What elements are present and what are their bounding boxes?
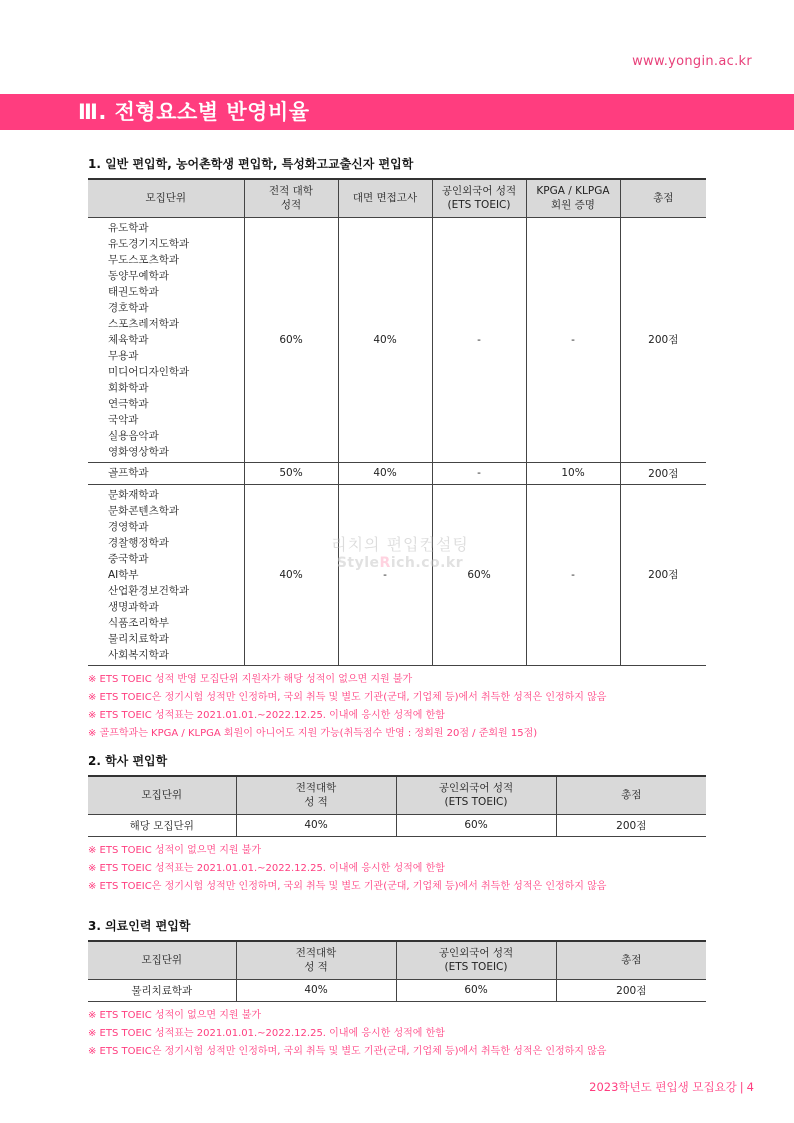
watermark-line1: 리치의 편입컨설팅 <box>331 535 469 554</box>
unit-item: 산업환경보건학과 <box>108 584 190 597</box>
footer-text: 2023학년도 편입생 모집요강 <box>589 1080 737 1094</box>
cell-total: 200점 <box>620 484 706 665</box>
cell-prev-grade: 40% <box>236 979 396 1001</box>
col-header-unit <box>88 179 244 217</box>
unit-item: 실용음악과 <box>108 429 159 442</box>
col-header-toeic <box>432 179 526 217</box>
cell-unit: 물리치료학과 <box>88 979 236 1001</box>
cell-total: 200점 <box>556 814 706 836</box>
unit-item: 무도스포츠학과 <box>108 253 180 266</box>
unit-item: 식품조리학부 <box>108 616 169 629</box>
unit-item: 태권도학과 <box>108 285 159 298</box>
unit-item: 경찰행정학과 <box>108 536 169 549</box>
unit-item: 생명과학과 <box>108 600 159 613</box>
unit-item: 체육학과 <box>108 333 149 346</box>
header-text: 공인외국어 성적 (ETS TOEIC) <box>438 782 514 809</box>
unit-item: 미디어디자인학과 <box>108 365 190 378</box>
notes-medical <box>88 1007 706 1061</box>
cell-total: 200점 <box>620 462 706 484</box>
note-item: ※ 골프학과는 KPGA / KLPGA 회원이 아니어도 지원 가능(취득점수 반영 : 정회원 20점 / 준회원 15점) <box>88 727 538 739</box>
unit-item: 회화학과 <box>108 381 149 394</box>
header-text: 대면 면접고사 <box>352 192 418 205</box>
table-row <box>88 217 706 462</box>
header-text: 공인외국어 성적 (ETS TOEIC) <box>438 947 514 974</box>
header-text: 공인외국어 성적 (ETS TOEIC) <box>441 185 517 212</box>
watermark-part: R <box>379 555 391 571</box>
unit-item: 경호학과 <box>108 301 149 314</box>
site-url[interactable]: www.yongin.ac.kr <box>632 54 752 69</box>
col-header-kpga <box>526 179 620 217</box>
col-header-prev-grade <box>236 941 396 979</box>
page-footer <box>589 1079 754 1095</box>
col-header-interview <box>338 179 432 217</box>
note-item: ※ ETS TOEIC은 정기시험 성적만 인정하며, 국외 취득 및 별도 기관(군대, 기업체 등)에서 취득한 성적은 인정하지 않음 <box>88 1045 607 1057</box>
col-header-total <box>620 179 706 217</box>
unit-item: AI학부 <box>108 568 139 581</box>
ratio-table-bachelor <box>88 775 706 837</box>
note-item: ※ ETS TOEIC은 정기시험 성적만 인정하며, 국외 취득 및 별도 기관(군대, 기업체 등)에서 취득한 성적은 인정하지 않음 <box>88 691 607 703</box>
unit-list <box>88 484 244 665</box>
header-text: 총점 <box>621 789 642 802</box>
unit-item: 문화콘텐츠학과 <box>108 504 180 517</box>
table-row <box>88 484 706 665</box>
header-text: 모집단위 <box>141 789 183 802</box>
unit-item: 중국학과 <box>108 552 149 565</box>
cell-toeic: - <box>432 217 526 462</box>
ratio-table-general <box>88 178 706 666</box>
section-title: 1. 일반 편입학, 농어촌학생 편입학, 특성화고교출신자 편입학 <box>88 157 414 171</box>
note-item: ※ ETS TOEIC 성적표는 2021.01.01.~2022.12.25. 이내에 응시한 성적에 한함 <box>88 862 445 874</box>
col-header-prev-grade <box>236 776 396 814</box>
footer-separator: | <box>739 1080 744 1094</box>
cell-total: 200점 <box>556 979 706 1001</box>
page-title: Ⅲ. 전형요소별 반영비율 <box>78 100 310 124</box>
unit-item: 연극학과 <box>108 397 149 410</box>
unit-item: 유도학과 <box>108 221 149 234</box>
watermark-part: ich.co.kr <box>390 555 464 571</box>
header-text: 모집단위 <box>145 192 187 205</box>
note-item: ※ ETS TOEIC 성적이 없으면 지원 불가 <box>88 844 262 856</box>
unit-item: 무용과 <box>108 349 139 362</box>
cell-toeic: 60% <box>432 484 526 665</box>
col-header-unit <box>88 941 236 979</box>
unit-item: 골프학과 <box>108 467 149 479</box>
unit-list <box>88 462 244 484</box>
unit-item: 사회복지학과 <box>108 648 169 661</box>
note-item: ※ ETS TOEIC 성적표는 2021.01.01.~2022.12.25. 이내에 응시한 성적에 한함 <box>88 709 445 721</box>
cell-interview: 40% <box>338 462 432 484</box>
cell-toeic: 60% <box>396 979 556 1001</box>
header-text: 모집단위 <box>141 954 183 967</box>
table-row <box>88 814 706 836</box>
cell-prev-grade: 40% <box>244 484 338 665</box>
table-row <box>88 462 706 484</box>
cell-unit: 해당 모집단위 <box>88 814 236 836</box>
cell-kpga: - <box>526 217 620 462</box>
unit-item: 물리치료학과 <box>108 632 169 645</box>
col-header-unit <box>88 776 236 814</box>
cell-total: 200점 <box>620 217 706 462</box>
section-title: 2. 학사 편입학 <box>88 754 168 768</box>
table-row <box>88 979 706 1001</box>
watermark-part: Style <box>336 555 380 571</box>
note-item: ※ ETS TOEIC 성적표는 2021.01.01.~2022.12.25. 이내에 응시한 성적에 한함 <box>88 1027 445 1039</box>
unit-item: 동양무예학과 <box>108 269 169 282</box>
unit-item: 스포츠레저학과 <box>108 317 180 330</box>
notes-general <box>88 671 706 743</box>
note-item: ※ ETS TOEIC은 정기시험 성적만 인정하며, 국외 취득 및 별도 기관(군대, 기업체 등)에서 취득한 성적은 인정하지 않음 <box>88 880 607 892</box>
col-header-toeic <box>396 941 556 979</box>
header-text: KPGA / KLPGA 회원 증명 <box>536 185 610 212</box>
header-text: 총점 <box>621 954 642 967</box>
cell-toeic: 60% <box>396 814 556 836</box>
cell-prev-grade: 60% <box>244 217 338 462</box>
unit-list <box>88 217 244 462</box>
col-header-total <box>556 941 706 979</box>
section-general-transfer <box>88 155 706 743</box>
unit-item: 문화재학과 <box>108 488 159 501</box>
header-text: 전적 대학 성적 <box>269 185 313 212</box>
cell-interview: 40% <box>338 217 432 462</box>
unit-item: 유도경기지도학과 <box>108 237 190 250</box>
note-item: ※ ETS TOEIC 성적이 없으면 지원 불가 <box>88 1009 262 1021</box>
ratio-table-medical <box>88 940 706 1002</box>
section-banner <box>0 94 794 130</box>
cell-interview: - <box>338 484 432 665</box>
unit-item: 영화영상학과 <box>108 445 169 458</box>
note-item: ※ ETS TOEIC 성적 반영 모집단위 지원자가 해당 성적이 없으면 지원 불가 <box>88 673 413 685</box>
col-header-prev-grade <box>244 179 338 217</box>
col-header-toeic <box>396 776 556 814</box>
cell-kpga: - <box>526 484 620 665</box>
unit-item: 국악과 <box>108 413 139 426</box>
section-bachelor-transfer <box>88 752 706 896</box>
cell-toeic: - <box>432 462 526 484</box>
header-text: 총점 <box>653 192 674 205</box>
header-text: 전적대학 성 적 <box>295 782 337 809</box>
notes-bachelor <box>88 842 706 896</box>
cell-kpga: 10% <box>526 462 620 484</box>
section-medical-transfer <box>88 917 706 1061</box>
section-title: 3. 의료인력 편입학 <box>88 919 191 933</box>
header-text: 전적대학 성 적 <box>295 947 337 974</box>
page-number: 4 <box>746 1080 754 1094</box>
cell-prev-grade: 50% <box>244 462 338 484</box>
cell-prev-grade: 40% <box>236 814 396 836</box>
col-header-total <box>556 776 706 814</box>
unit-item: 경영학과 <box>108 520 149 533</box>
